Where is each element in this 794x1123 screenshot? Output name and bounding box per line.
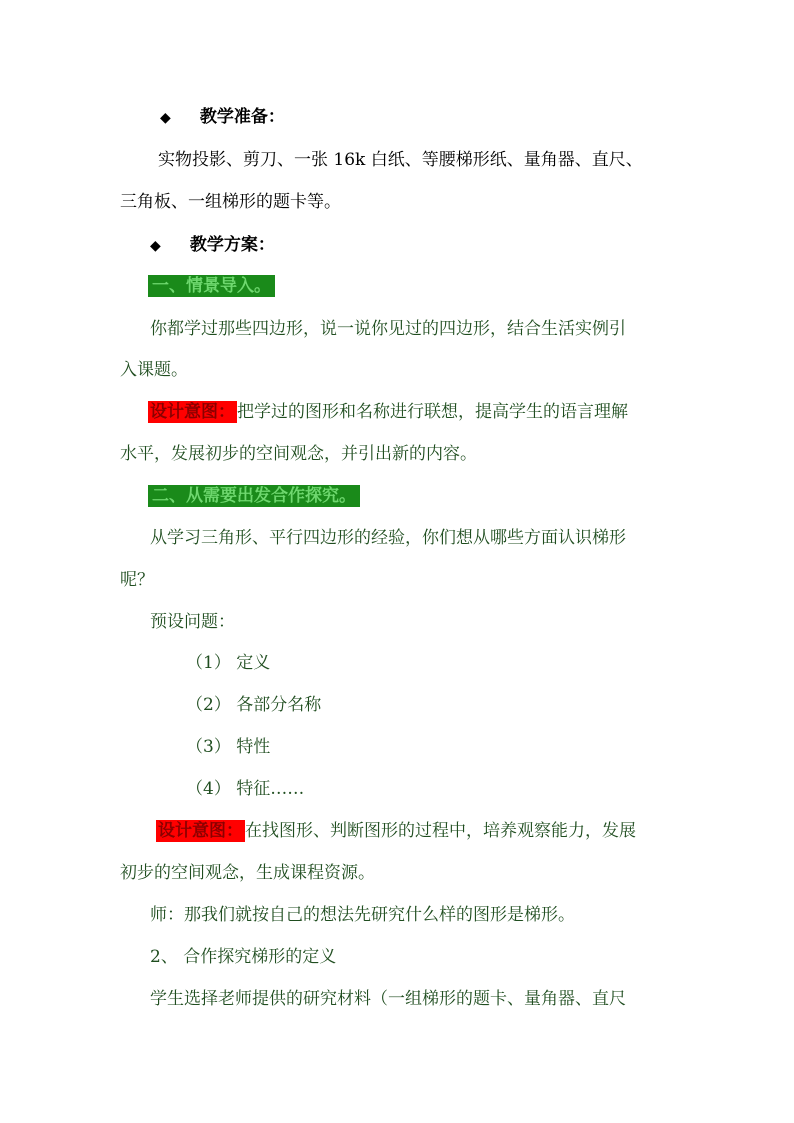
- preset-item: （3） 特性: [186, 737, 271, 757]
- intro-intent-line-2: 水平，发展初步的空间观念，并引出新的内容。: [120, 444, 477, 464]
- explore-para-line-1: 从学习三角形、平行四边形的经验，你们想从哪些方面认识梯形: [150, 528, 626, 548]
- explore-intent-text-1: 在找图形、判断图形的过程中，培养观察能力，发展: [245, 821, 636, 841]
- explore-intent-line-2: 初步的空间观念，生成课程资源。: [120, 863, 375, 883]
- intro-para-line-1: 你都学过那些四边形，说一说你见过的四边形，结合生活实例引: [150, 319, 626, 339]
- explore-section-title: 二、从需要出发合作探究。: [148, 485, 360, 507]
- intro-intent-line-1: [148, 401, 628, 423]
- step-2-line: 2、 合作探究梯形的定义: [150, 947, 337, 967]
- materials-line: 学生选择老师提供的研究材料（一组梯形的题卡、量角器、直尺: [150, 989, 626, 1009]
- plan-heading-line: [150, 234, 275, 257]
- diamond-bullet-icon: ◆: [160, 110, 171, 126]
- explore-para-line-2: 呢？: [120, 570, 154, 590]
- intro-section-title: 一、情景导入。: [148, 275, 275, 297]
- plan-heading: 教学方案：: [189, 235, 275, 255]
- prep-heading-line: [160, 106, 285, 129]
- prep-text-line-1: 实物投影、剪刀、一张 16k 白纸、等腰梯形纸、量角器、直尺、: [158, 150, 643, 170]
- prep-text-line-2: 三角板、一组梯形的题卡等。: [120, 192, 341, 212]
- teacher-line: 师：那我们就按自己的想法先研究什么样的图形是梯形。: [150, 905, 575, 925]
- intro-intent-text-1: 把学过的图形和名称进行联想，提高学生的语言理解: [237, 402, 628, 422]
- preset-item: （4） 特征……: [186, 779, 305, 799]
- intro-para-line-2: 入课题。: [120, 360, 188, 380]
- explore-intent-line-1: [156, 820, 636, 842]
- design-intent-label: 设计意图：: [150, 402, 235, 422]
- design-intent-label: 设计意图：: [158, 821, 243, 841]
- diamond-bullet-icon: ◆: [150, 238, 161, 254]
- prep-heading: 教学准备：: [199, 107, 285, 127]
- preset-questions-label: 预设问题：: [150, 612, 235, 632]
- preset-item: （2） 各部分名称: [186, 695, 322, 715]
- preset-item: （1） 定义: [186, 653, 271, 673]
